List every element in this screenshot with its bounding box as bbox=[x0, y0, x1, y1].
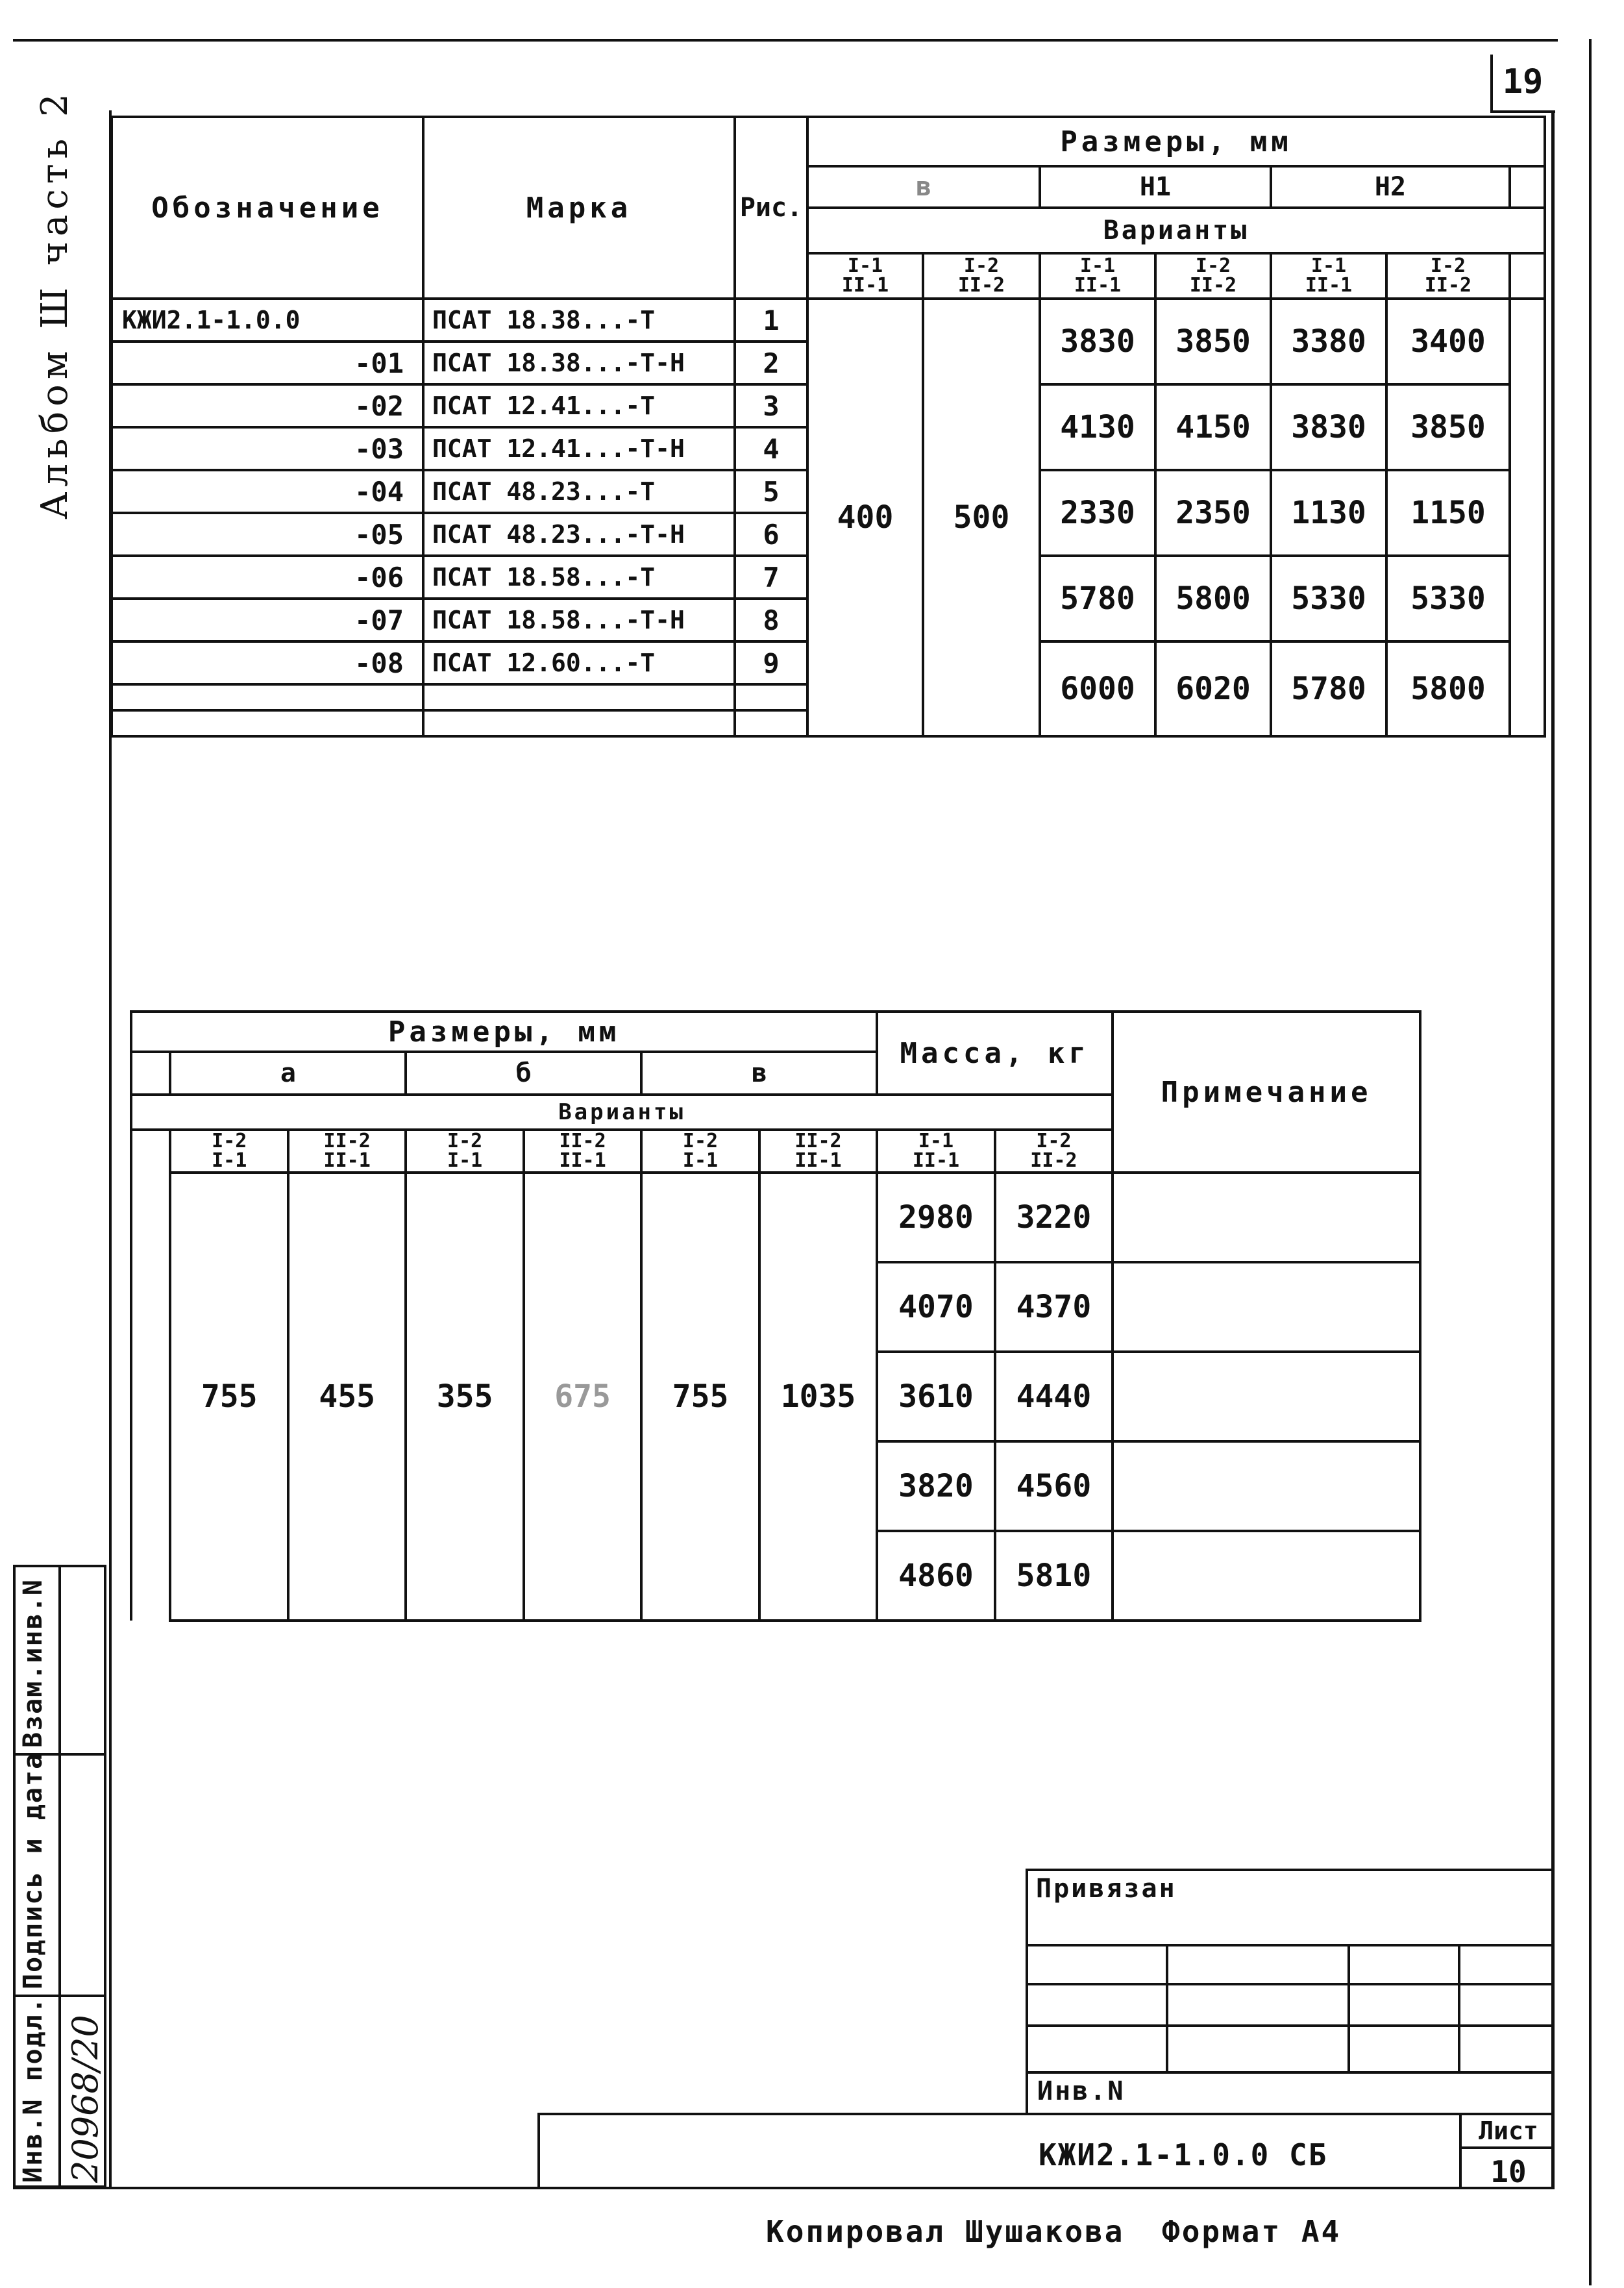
footer-copied: Копировал Шушакова bbox=[766, 2214, 1125, 2249]
group-header-dimensions-2: Размеры, мм bbox=[131, 1012, 877, 1052]
fig-cell: 9 bbox=[735, 641, 807, 684]
col-header-designation: Обозначение bbox=[112, 117, 423, 299]
inv-label: Инв.N bbox=[1037, 2076, 1126, 2106]
sheet-label: Лист bbox=[1479, 2117, 1538, 2145]
b-value-cell: 675 bbox=[524, 1173, 641, 1621]
col-header-h2: H2 bbox=[1271, 166, 1510, 208]
h2-value-cell: 3400 bbox=[1386, 299, 1510, 384]
fig-cell: 7 bbox=[735, 556, 807, 599]
mark-cell: ПСАТ 18.38...-Т-Н bbox=[423, 342, 735, 384]
mass-cell: 2980 bbox=[877, 1173, 994, 1262]
variant-cell: I-2 I-1 bbox=[170, 1130, 288, 1173]
variant-cell: I-1 II-1 bbox=[877, 1130, 994, 1173]
variant-cell: II-2 II-1 bbox=[524, 1130, 641, 1173]
mass-cell: 3820 bbox=[877, 1441, 994, 1531]
designation-cell: -04 bbox=[112, 470, 423, 513]
h1-value-cell: 5780 bbox=[1040, 556, 1155, 641]
b-value-cell: 355 bbox=[406, 1173, 523, 1621]
variants-header-2: Варианты bbox=[131, 1095, 1113, 1130]
note-cell bbox=[1113, 1441, 1420, 1531]
h1-value-cell: 5800 bbox=[1155, 556, 1271, 641]
v-value-cell: 755 bbox=[641, 1173, 759, 1621]
top-border-line bbox=[13, 39, 1558, 42]
fig-cell: 5 bbox=[735, 470, 807, 513]
h1-value-cell: 3850 bbox=[1155, 299, 1271, 384]
doc-code: КЖИ2.1-1.0.0 СБ bbox=[1039, 2137, 1328, 2172]
col-header-note: Примечание bbox=[1113, 1012, 1420, 1173]
mass-cell: 4370 bbox=[995, 1262, 1113, 1352]
mark-cell: ПСАТ 12.41...-Т-Н bbox=[423, 427, 735, 470]
designation-cell: -05 bbox=[112, 513, 423, 556]
variant-cell: II-2 II-1 bbox=[759, 1130, 877, 1173]
title-block-top-line bbox=[537, 2113, 1555, 2115]
mass-cell: 3220 bbox=[995, 1173, 1113, 1262]
variant-cell: I-2 I-1 bbox=[641, 1130, 759, 1173]
h2-value-cell: 3850 bbox=[1386, 384, 1510, 470]
bound-label: Привязан bbox=[1036, 1874, 1177, 1904]
fig-cell: 3 bbox=[735, 384, 807, 427]
album-label: Альбом Ш часть 2 bbox=[34, 88, 76, 519]
h2-value-cell: 5780 bbox=[1271, 641, 1386, 736]
mark-cell: ПСАТ 12.60...-Т bbox=[423, 641, 735, 684]
designation-cell: -07 bbox=[112, 599, 423, 641]
bound-grid-line bbox=[1166, 1944, 1168, 2071]
bottom-frame-line bbox=[13, 2187, 1555, 2189]
h1-value-cell: 6020 bbox=[1155, 641, 1271, 736]
mass-table bbox=[130, 1010, 1421, 1622]
mark-cell: ПСАТ 48.23...-Т bbox=[423, 470, 735, 513]
mass-cell: 3610 bbox=[877, 1352, 994, 1441]
fig-cell: 6 bbox=[735, 513, 807, 556]
side-label-inv-orig: Инв.N подл. bbox=[18, 1996, 48, 2183]
mass-cell: 4860 bbox=[877, 1531, 994, 1621]
variant-cell: II-2 II-1 bbox=[288, 1130, 406, 1173]
variant-cell: I-2 II-2 bbox=[1386, 253, 1510, 299]
bound-grid-line bbox=[1026, 2071, 1553, 2074]
designation-cell: -01 bbox=[112, 342, 423, 384]
side-stamp-divider bbox=[58, 1565, 61, 2188]
bound-grid-line bbox=[1026, 2024, 1553, 2027]
mass-cell: 4560 bbox=[995, 1441, 1113, 1531]
variants-header: Варианты bbox=[807, 208, 1545, 253]
fig-cell: 4 bbox=[735, 427, 807, 470]
mark-cell: ПСАТ 12.41...-Т bbox=[423, 384, 735, 427]
mass-cell: 4070 bbox=[877, 1262, 994, 1352]
side-label-replace-inv: Взам.инв.N bbox=[18, 1578, 48, 1748]
variant-cell: I-2 II-2 bbox=[923, 253, 1040, 299]
page-number: 19 bbox=[1502, 62, 1544, 101]
mass-cell: 5810 bbox=[995, 1531, 1113, 1621]
mark-cell: ПСАТ 18.58...-Т bbox=[423, 556, 735, 599]
h1-value-cell: 6000 bbox=[1040, 641, 1155, 736]
fig-cell: 1 bbox=[735, 299, 807, 342]
title-block-left-line bbox=[537, 2113, 540, 2188]
variant-cell: I-1 II-1 bbox=[1040, 253, 1155, 299]
h2-value-cell: 5330 bbox=[1386, 556, 1510, 641]
mark-cell: ПСАТ 18.38...-Т bbox=[423, 299, 735, 342]
h1-value-cell: 2350 bbox=[1155, 470, 1271, 556]
mark-cell: ПСАТ 18.58...-Т-Н bbox=[423, 599, 735, 641]
v-value-cell: 1035 bbox=[759, 1173, 877, 1621]
side-label-sign-date: Подпись и дата bbox=[18, 1752, 48, 1989]
designation-cell: -02 bbox=[112, 384, 423, 427]
variant-cell: I-2 II-2 bbox=[1155, 253, 1271, 299]
fig-cell: 2 bbox=[735, 342, 807, 384]
note-cell bbox=[1113, 1531, 1420, 1621]
h2-value-cell: 5330 bbox=[1271, 556, 1386, 641]
h1-value-cell: 2330 bbox=[1040, 470, 1155, 556]
h1-value-cell: 3830 bbox=[1040, 299, 1155, 384]
a-value-cell: 455 bbox=[288, 1173, 406, 1621]
side-inv-number: 20968/20 bbox=[65, 2015, 106, 2183]
bound-grid-line bbox=[1026, 1944, 1553, 1946]
variant-cell: I-2 I-1 bbox=[406, 1130, 523, 1173]
sheet-box-divider bbox=[1459, 2146, 1554, 2149]
fig-cell: 8 bbox=[735, 599, 807, 641]
a-value-cell: 755 bbox=[170, 1173, 288, 1621]
h2-value-cell: 1130 bbox=[1271, 470, 1386, 556]
h2-value-cell: 3830 bbox=[1271, 384, 1386, 470]
col-header-h1: H1 bbox=[1040, 166, 1271, 208]
sheet-number: 10 bbox=[1490, 2154, 1527, 2189]
h1-value-cell: 4150 bbox=[1155, 384, 1271, 470]
designation-cell: -03 bbox=[112, 427, 423, 470]
variant-cell: I-1 II-1 bbox=[807, 253, 923, 299]
h2-value-cell: 3380 bbox=[1271, 299, 1386, 384]
col-header-a: а bbox=[170, 1052, 406, 1095]
note-cell bbox=[1113, 1262, 1420, 1352]
right-edge-line bbox=[1589, 39, 1592, 2285]
col-header-fig: Рис. bbox=[735, 117, 807, 299]
note-cell bbox=[1113, 1173, 1420, 1262]
variant-cell: I-2 II-2 bbox=[995, 1130, 1113, 1173]
designation-cell: -08 bbox=[112, 641, 423, 684]
bound-grid-line bbox=[1026, 1983, 1553, 1985]
designation-cell: -06 bbox=[112, 556, 423, 599]
bound-grid-line bbox=[1347, 1944, 1350, 2071]
footer-format: Формат А4 bbox=[1162, 2214, 1342, 2249]
col-header-mark: Марка bbox=[423, 117, 735, 299]
dimensions-table bbox=[110, 116, 1546, 738]
col-header-b2: б bbox=[406, 1052, 641, 1095]
bound-grid-line bbox=[1458, 1944, 1460, 2071]
col-header-v: в bbox=[641, 1052, 877, 1095]
mass-cell: 4440 bbox=[995, 1352, 1113, 1441]
h2-value-cell: 1150 bbox=[1386, 470, 1510, 556]
col-header-b: в bbox=[807, 166, 1040, 208]
note-cell bbox=[1113, 1352, 1420, 1441]
h2-value-cell: 5800 bbox=[1386, 641, 1510, 736]
sheet-box-left-line bbox=[1459, 2113, 1462, 2188]
variant-cell: I-1 II-1 bbox=[1271, 253, 1386, 299]
b-value-cell: 500 bbox=[923, 299, 1040, 736]
mark-cell: ПСАТ 48.23...-Т-Н bbox=[423, 513, 735, 556]
b-value-cell: 400 bbox=[807, 299, 923, 736]
col-header-mass: Масса, кг bbox=[877, 1012, 1113, 1095]
designation-cell: КЖИ2.1-1.0.0 bbox=[112, 299, 423, 342]
group-header-dimensions: Размеры, мм bbox=[807, 117, 1545, 166]
h1-value-cell: 4130 bbox=[1040, 384, 1155, 470]
